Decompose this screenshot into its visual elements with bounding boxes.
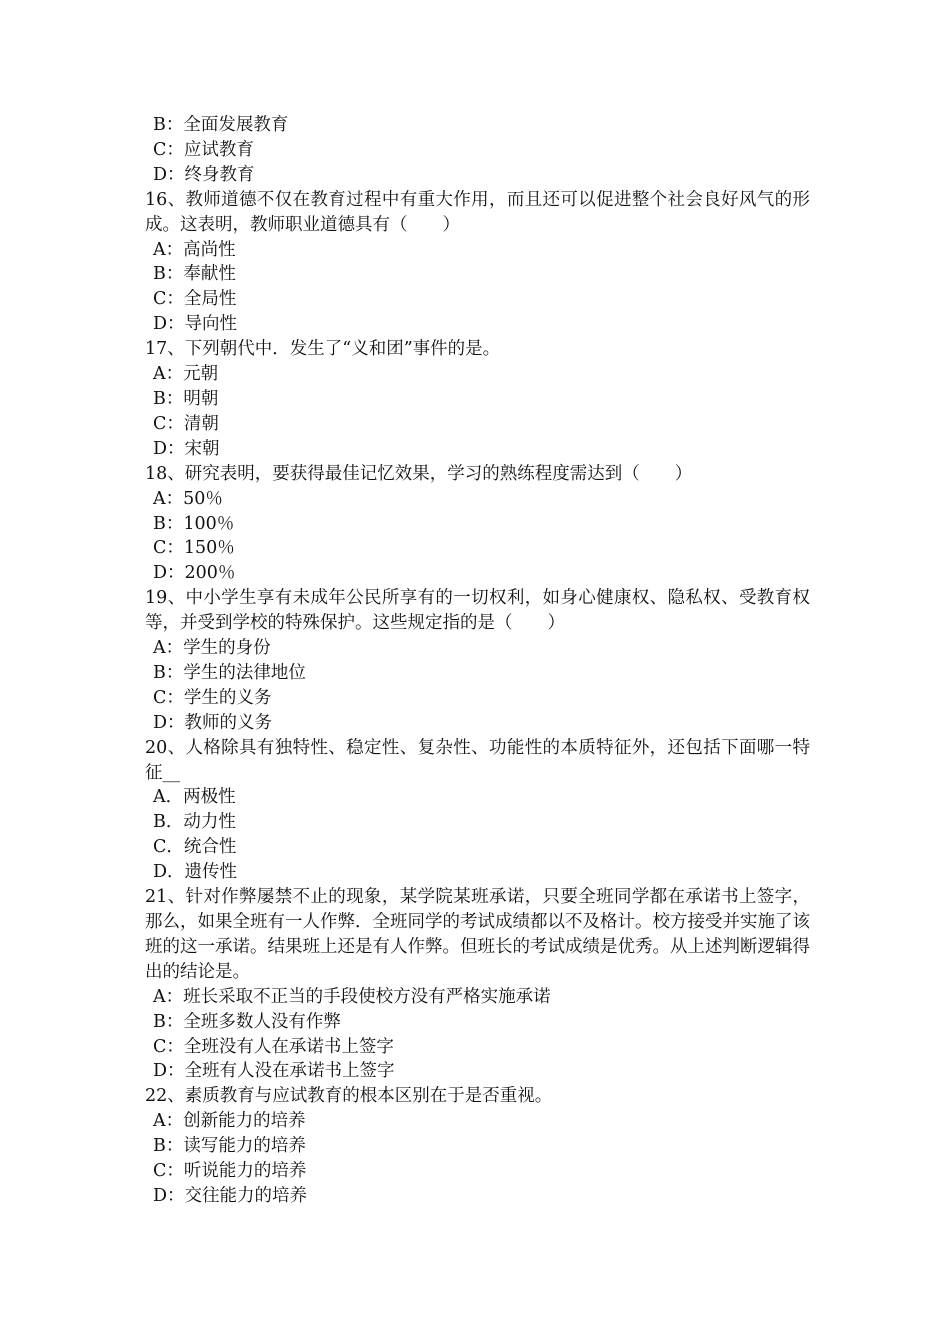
answer-option: B：奉献性 bbox=[153, 264, 236, 285]
answer-option: C：全班没有人在承诺书上签字 bbox=[153, 1036, 394, 1057]
question-16: 16、教师道德不仅在教育过程中有重大作用，而且还可以促进整个社会良好风气的形成。这表明，教师职业道德具有（ ） bbox=[145, 189, 810, 235]
answer-option: C：听说能力的培养 bbox=[153, 1161, 307, 1182]
answer-option: A：元朝 bbox=[153, 364, 219, 385]
answer-option: A：高尚性 bbox=[153, 239, 236, 260]
question-19: 19、中小学生享有未成年公民所享有的一切权利，如身心健康权、隐私权、受教育权等，并受到学校的特殊保护。这些规定指的是（ ） bbox=[145, 588, 810, 634]
answer-option: C．统合性 bbox=[153, 837, 237, 858]
answer-option: C：应试教育 bbox=[153, 139, 254, 160]
answer-option: C：学生的义务 bbox=[153, 687, 272, 708]
exam-content bbox=[145, 113, 810, 1209]
answer-option: A：50％ bbox=[153, 488, 223, 509]
answer-option: D：终身教育 bbox=[153, 164, 255, 185]
answer-option: D．遗传性 bbox=[153, 862, 238, 883]
question-20: 20、人格除具有独特性、稳定性、复杂性、功能性的本质特征外，还包括下面哪一特征__ bbox=[145, 737, 810, 783]
answer-option: D：全班有人没在承诺书上签字 bbox=[153, 1061, 395, 1082]
answer-option: C：清朝 bbox=[153, 413, 219, 434]
answer-option: D：教师的义务 bbox=[153, 712, 273, 733]
answer-option: B：明朝 bbox=[153, 388, 219, 409]
answer-option: A：学生的身份 bbox=[153, 638, 271, 659]
answer-option: D：交往能力的培养 bbox=[153, 1185, 308, 1206]
answer-option: D：200％ bbox=[153, 563, 236, 584]
answer-option: B：100％ bbox=[153, 513, 235, 534]
answer-option: B：读写能力的培养 bbox=[153, 1136, 306, 1157]
answer-option: A：创新能力的培养 bbox=[153, 1111, 306, 1132]
answer-option: A：班长采取不正当的手段使校方没有严格实施承诺 bbox=[153, 986, 551, 1007]
question-18: 18、研究表明，要获得最佳记忆效果，学习的熟练程度需达到（ ） bbox=[145, 463, 693, 484]
question-21: 21、针对作弊屡禁不止的现象，某学院某班承诺，只要全班同学都在承诺书上签字，那么，如果全班有一人作弊．全班同学的考试成绩都以不及格计。校方接受并实施了该班的这一承诺。结果班上还是有人作弊。但班长的考试成绩是优秀。从上述判断逻辑得出的结论是。 bbox=[145, 887, 810, 982]
answer-option: D：导向性 bbox=[153, 314, 238, 335]
question-22: 22、素质教育与应试教育的根本区别在于是否重视。 bbox=[145, 1086, 553, 1107]
answer-option: B．动力性 bbox=[153, 812, 236, 833]
question-17: 17、下列朝代中．发生了“义和团”事件的是。 bbox=[145, 339, 501, 360]
answer-option: B：全班多数人没有作弊 bbox=[153, 1011, 341, 1032]
answer-option: A．两极性 bbox=[153, 787, 236, 808]
answer-option: B：全面发展教育 bbox=[153, 115, 289, 135]
answer-option: D：宋朝 bbox=[153, 438, 220, 459]
answer-option: B：学生的法律地位 bbox=[153, 662, 306, 683]
answer-option: C：全局性 bbox=[153, 289, 237, 310]
answer-option: C：150％ bbox=[153, 538, 235, 559]
